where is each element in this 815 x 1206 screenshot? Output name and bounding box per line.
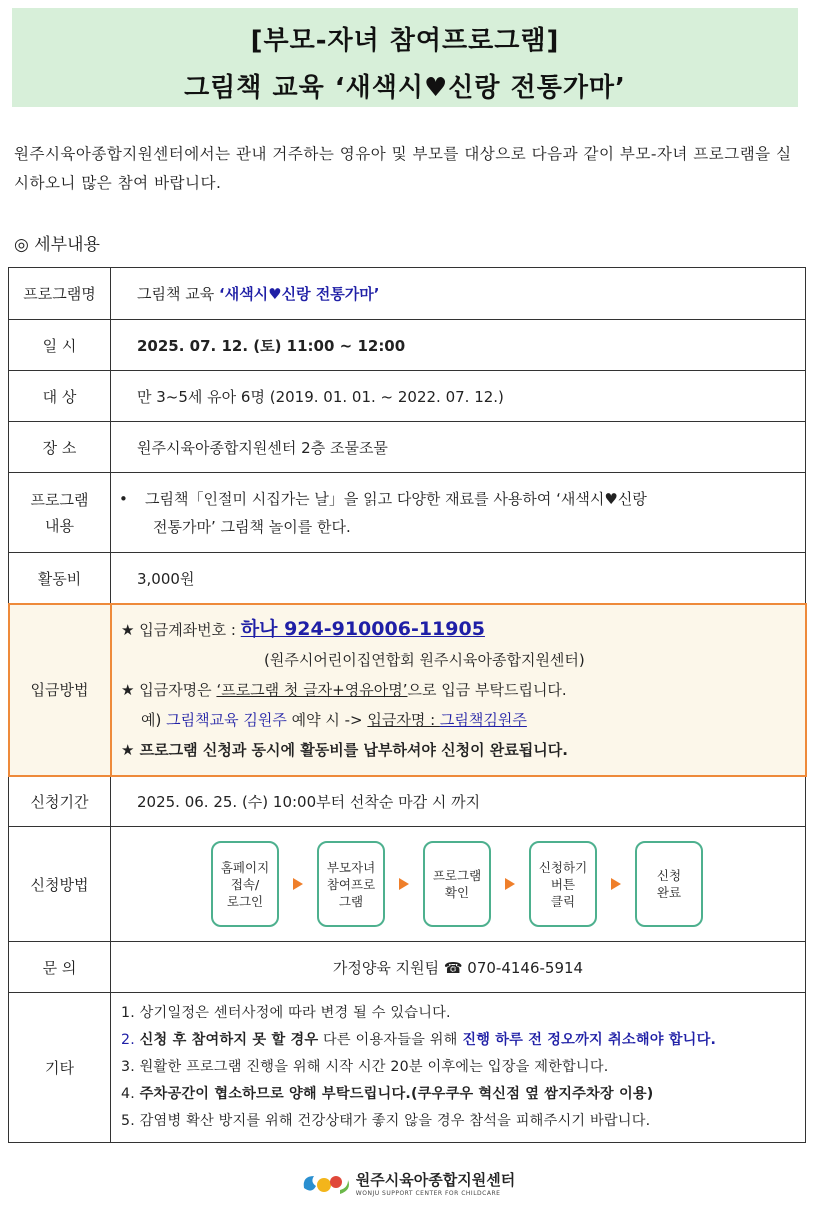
row-program-name [9,268,806,320]
intro-paragraph: 원주시육아종합지원센터에서는 관내 거주하는 영유아 및 부모를 대상으로 다음과 같이 부모-자녀 프로그램을 실시하오니 많은 참여 바랍니다. [14,145,792,192]
row-datetime [9,320,806,371]
org-name-en: WONJU SUPPORT CENTER FOR CHILDCARE [355,1190,501,1197]
value-period: 2025. 06. 25. (수) 10:00부터 선착순 마감 시 까지 [111,776,806,827]
row-fee [9,553,806,604]
program-name-prefix: 그림책 교육 [137,285,219,303]
step-3-label: 프로그램 확인 [432,868,482,900]
label-content [9,473,111,553]
title-line-2-prefix: 그림책 교육 ‘새색시 [184,73,424,103]
value-content [111,473,806,553]
heart-icon: ♥ [423,73,449,103]
org-logo-icon [300,1168,352,1198]
content-line-2: 전통가마’ 그림책 놀이를 한다. [153,517,351,536]
label-period: 신청기간 [9,776,111,827]
step-click-apply [529,841,597,927]
step-check-program [423,841,491,927]
org-logo [300,1168,515,1198]
etc-item-2-mid: 다른 이용자들을 위해 [318,1032,463,1048]
etc-item-2-blue: 진행 하루 전 정오까지 취소해야 합니다. [462,1032,717,1048]
example-label: 입금자명 : [367,711,440,729]
value-etc [111,993,806,1143]
title-line-2-suffix: 신랑 전통가마’ [448,73,626,103]
payment-notice: ★ 프로그램 신청과 동시에 활동비를 납부하셔야 신청이 완료됩니다. [121,741,568,759]
label-payment: 입금방법 [9,604,111,776]
step-parent-child-program [317,841,385,927]
etc-item-3: 3. 원활한 프로그램 진행을 위해 시작 시간 20분 이후에는 입장을 제한합니다. [121,1059,609,1075]
payment-account-holder: (원주시어린이집연합회 원주시육아종합지원센터) [264,651,585,669]
title-banner [12,8,798,107]
value-datetime: 2025. 07. 12. (토) 11:00 ~ 12:00 [111,320,806,371]
value-contact: 가정양육 지원팀 ☎ 070-4146-5914 [111,942,806,993]
details-table [8,267,806,1143]
org-name: 원주시육아종합지원센터 [355,1171,516,1189]
title-line-2 [12,67,798,104]
row-payment [9,604,806,776]
label-method: 신청방법 [9,827,111,942]
etc-item-2-bold: 신청 후 참여하지 못 할 경우 [139,1032,319,1048]
footer [0,1168,815,1202]
row-target [9,371,806,422]
title-line-1: [부모-자녀 참여프로그램] [250,26,560,56]
example-depositor: 그림책김원주 [439,711,527,729]
label-contact: 문 의 [9,942,111,993]
label-content-line-2: 내용 [45,516,74,535]
row-place [9,422,806,473]
label-fee: 활동비 [9,553,111,604]
step-2-label: 부모자녀 참여프로 그램 [326,859,376,909]
etc-item-1: 1. 상기일정은 센터사정에 따라 변경 될 수 있습니다. [121,1005,451,1021]
row-contact [9,942,806,993]
name-prefix: ★ 입금자명은 [121,681,217,699]
label-place: 장 소 [9,422,111,473]
step-5-label: 신청 완료 [656,868,682,900]
row-etc [9,993,806,1143]
name-rule: ‘프로그램 첫 글자+영유아명’ [216,681,408,699]
value-fee: 3,000원 [111,553,806,604]
account-prefix: ★ 입금계좌번호 : [121,621,241,639]
label-datetime: 일 시 [9,320,111,371]
etc-item-2-num: 2. [121,1032,140,1048]
value-program-name [111,268,806,320]
value-place: 원주시육아종합지원센터 2층 조물조물 [111,422,806,473]
arrow-right-icon [399,878,409,890]
step-4-label: 신청하기 버튼 클릭 [538,859,588,909]
step-1-label: 홈페이지 접속/ 로그인 [220,859,270,909]
program-name-title: ‘새색시♥신랑 전통가마’ [219,285,380,303]
section-title: ◎ 세부내용 [14,235,100,255]
example-program: 그림책교육 김원주 [166,711,287,729]
application-steps [111,841,805,927]
label-program-name: 프로그램명 [9,268,111,320]
value-payment [111,604,806,776]
etc-item-4 [121,1081,805,1108]
etc-item-4-text: 주차공간이 협소하므로 양해 부탁드립니다.(쿠우쿠우 혁신점 옆 쌈지주차장 이용) [139,1086,654,1102]
step-homepage-login [211,841,279,927]
row-period [9,776,806,827]
account-number[interactable]: 하나 924-910006-11905 [240,618,485,640]
row-method [9,827,806,942]
etc-item-5: 5. 감염병 확산 방지를 위해 건강상태가 좋지 않을 경우 참석을 피해주시기 바랍니다. [121,1113,651,1129]
payment-name-line [121,675,805,705]
label-content-line-1: 프로그램 [30,490,89,509]
content-line-1 [119,485,805,513]
content-text-1: 그림책「인절미 시집가는 날」을 읽고 다양한 재료를 사용하여 ‘새색시♥신랑 [145,489,647,508]
payment-account-line [121,614,805,645]
example-prefix: 예) [141,711,167,729]
payment-example-line [121,705,805,735]
arrow-right-icon [293,878,303,890]
step-complete [635,841,703,927]
name-suffix: 으로 입금 부탁드립니다. [407,681,567,699]
label-target: 대 상 [9,371,111,422]
value-target: 만 3~5세 유아 6명 (2019. 01. 01. ~ 2022. 07. 12.) [111,371,806,422]
etc-item-4-num: 4. [121,1086,140,1102]
arrow-right-icon [505,878,515,890]
label-etc: 기타 [9,993,111,1143]
value-method [111,827,806,942]
row-content [9,473,806,553]
arrow-right-icon [611,878,621,890]
etc-item-2 [121,1027,805,1054]
bullet-icon: • [119,489,128,508]
example-mid: 예약 시 -> [286,711,368,729]
